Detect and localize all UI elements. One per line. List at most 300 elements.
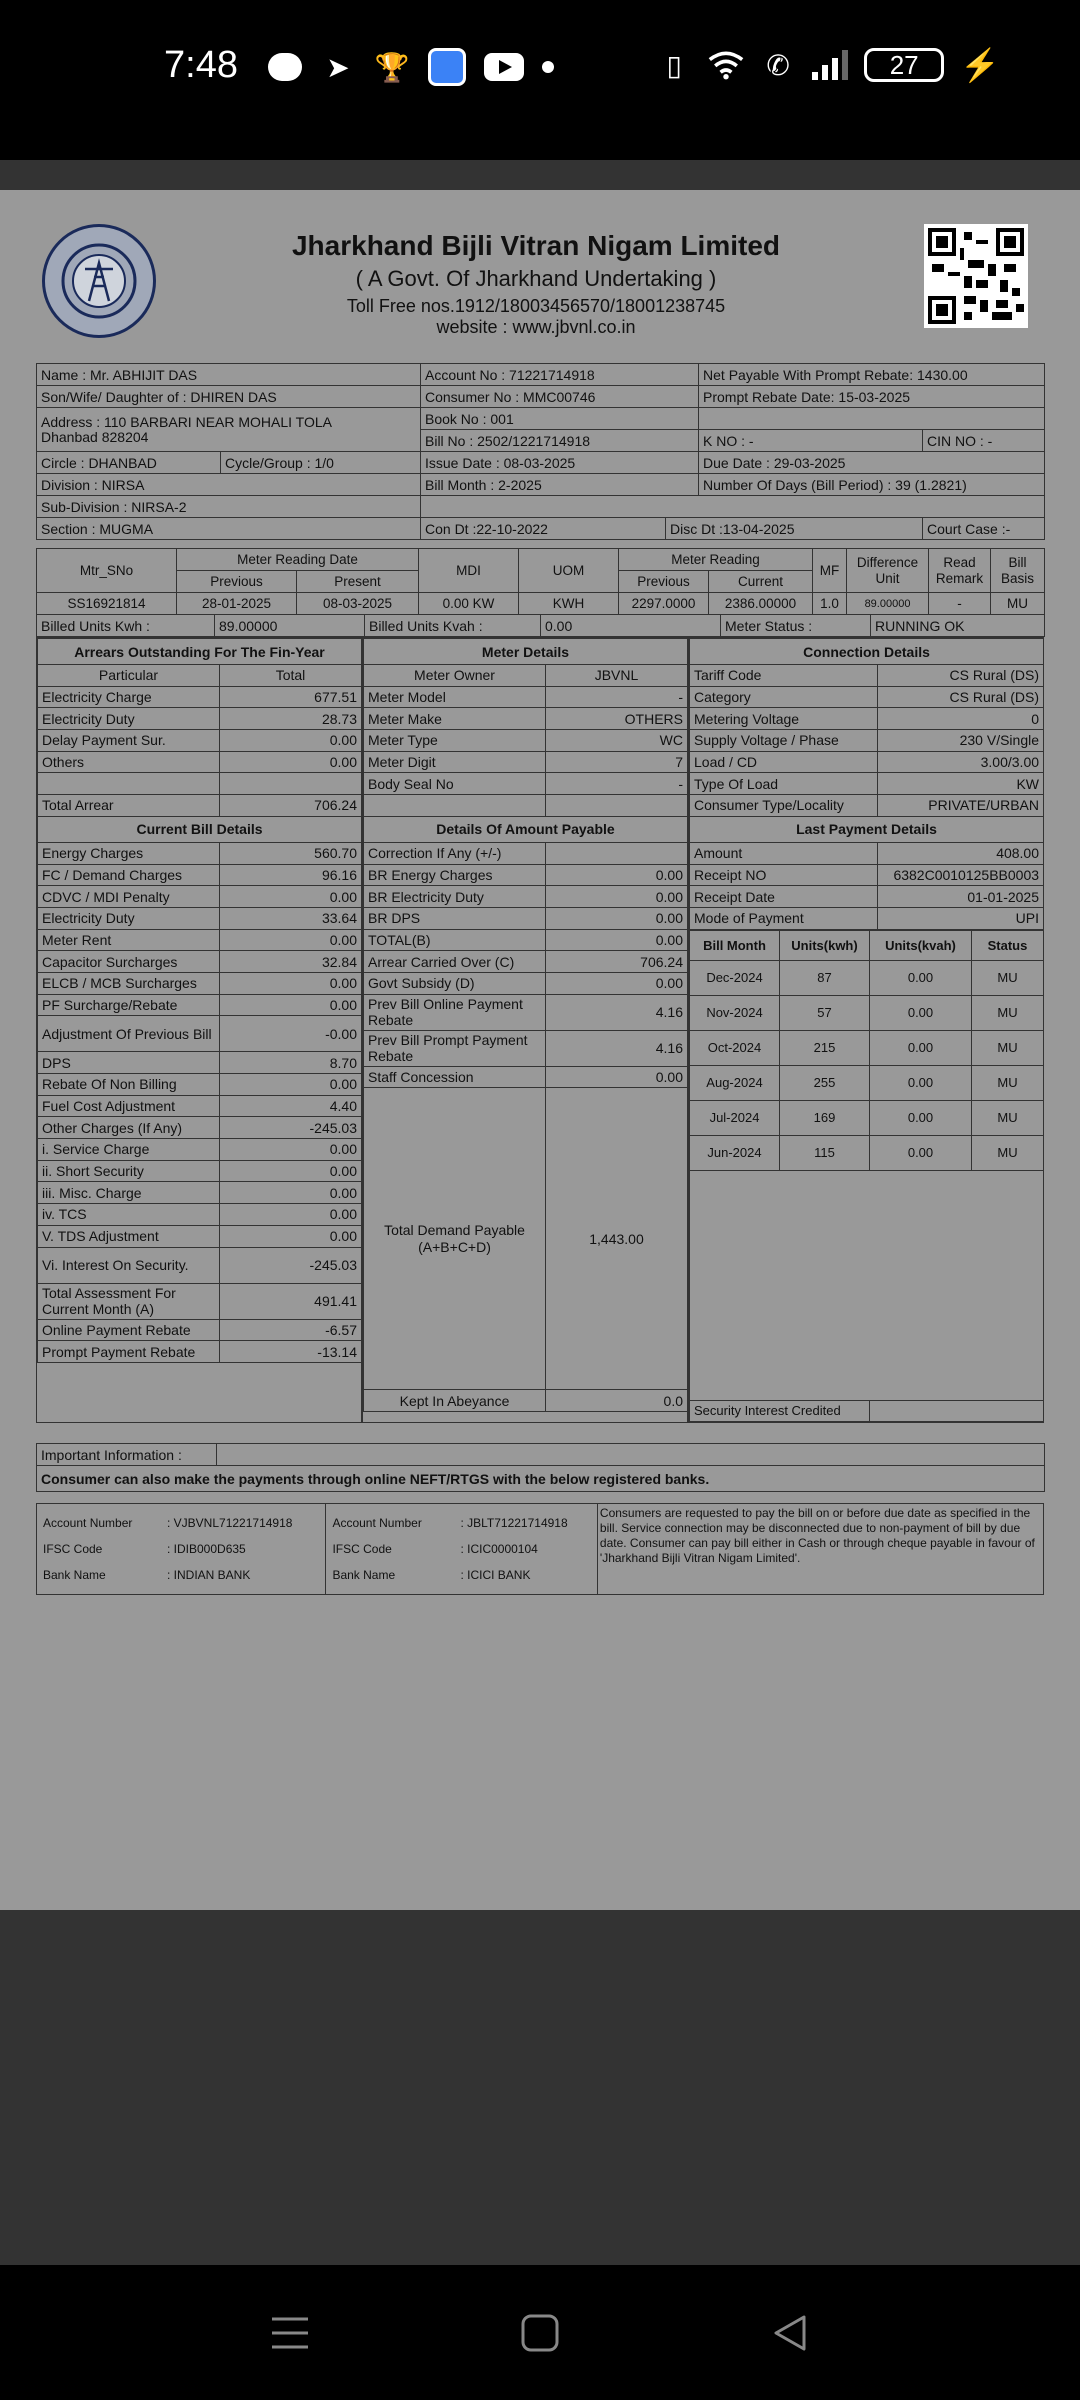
current-bill-row-label: DPS xyxy=(38,1052,220,1074)
current-bill-row-label: CDVC / MDI Penalty xyxy=(38,886,220,908)
history-cell: MU xyxy=(972,1135,1044,1170)
payable-row-label: Prev Bill Prompt Payment Rebate xyxy=(364,1030,546,1066)
payable-row-label: TOTAL(B) xyxy=(364,929,546,951)
history-cell: 87 xyxy=(780,960,870,995)
menu-icon[interactable] xyxy=(260,2303,320,2363)
system-icons xyxy=(656,46,1000,84)
meter-detail-row-value: - xyxy=(546,773,688,795)
arrears-row-value: 677.51 xyxy=(220,686,362,708)
meter-detail-row-label: Meter Make xyxy=(364,708,546,730)
meter-serial-header: Mtr_SNo xyxy=(37,549,177,593)
arrears-row xyxy=(38,795,362,817)
current-bill-row-value: 4.40 xyxy=(220,1095,362,1117)
chat-icon xyxy=(268,53,302,81)
history-cell: 115 xyxy=(780,1135,870,1170)
current-bill-row-label: i. Service Charge xyxy=(38,1139,220,1161)
current-bill-row-value: 32.84 xyxy=(220,951,362,973)
bank-details xyxy=(36,1503,1044,1595)
disconnection-date: Disc Dt :13-04-2025 xyxy=(666,518,923,540)
viewer-top-bar xyxy=(0,160,1080,190)
issue-date: Issue Date : 08-03-2025 xyxy=(421,452,699,474)
connection-and-payment xyxy=(688,637,1044,1423)
connection-row xyxy=(690,708,1044,730)
connection-row-label: Supply Voltage / Phase xyxy=(690,730,878,752)
meter-detail-rows xyxy=(364,686,688,816)
address-line-2: Dhanbad 828204 xyxy=(41,428,149,445)
bill-header xyxy=(36,224,1044,384)
youtube-icon xyxy=(484,53,524,81)
meter-detail-row-value: - xyxy=(546,686,688,708)
details-section xyxy=(36,637,1044,1423)
court-case: Court Case :- xyxy=(923,518,1045,540)
current-bill-row-value: -13.14 xyxy=(220,1341,362,1363)
current-bill-row xyxy=(38,1160,362,1182)
current-bill-row xyxy=(38,1225,362,1247)
arrears-title: Arrears Outstanding For The Fin-Year xyxy=(38,639,362,665)
current-bill-row-value: 560.70 xyxy=(220,842,362,864)
current-bill-rows xyxy=(38,842,362,1362)
payment-row xyxy=(690,842,1044,864)
last-payment-rows xyxy=(690,842,1044,929)
current-bill-row xyxy=(38,1117,362,1139)
due-date: Due Date : 29-03-2025 xyxy=(699,452,1045,474)
meter-detail-row-value: OTHERS xyxy=(546,708,688,730)
current-bill-row-value: 0.00 xyxy=(220,972,362,994)
payable-row-label: Prev Bill Online Payment Rebate xyxy=(364,994,546,1030)
arrears-total-header: Total xyxy=(220,665,362,687)
current-bill-row xyxy=(38,1247,362,1283)
meter-status-value: RUNNING OK xyxy=(871,615,1045,637)
connection-rows xyxy=(690,665,1044,817)
current-bill-row-label: PF Surcharge/Rebate xyxy=(38,994,220,1016)
connection-row-value: CS Rural (DS) xyxy=(878,665,1044,687)
mdi-header: MDI xyxy=(419,549,519,593)
payable-row xyxy=(364,886,688,908)
arrears-row xyxy=(38,751,362,773)
read-remark-header: Read Remark xyxy=(929,549,991,593)
history-row xyxy=(690,995,1044,1030)
payment-row-value: UPI xyxy=(878,907,1044,929)
meter-detail-row xyxy=(364,795,688,817)
payable-row xyxy=(364,907,688,929)
current-bill-row-label: V. TDS Adjustment xyxy=(38,1225,220,1247)
payable-row-label: Arrear Carried Over (C) xyxy=(364,951,546,973)
history-cell: MU xyxy=(972,1065,1044,1100)
bank-name-2: : ICICI BANK xyxy=(460,1568,531,1582)
company-subtitle: ( A Govt. Of Jharkhand Undertaking ) xyxy=(355,266,717,291)
current-bill-row-label: Rebate Of Non Billing xyxy=(38,1074,220,1096)
arrears-and-current-bill xyxy=(36,637,362,1423)
billed-units-row xyxy=(36,614,1045,637)
wifi-icon xyxy=(708,47,744,83)
connection-row xyxy=(690,686,1044,708)
payable-row-label: Govt Subsidy (D) xyxy=(364,972,546,994)
last-payment-title: Last Payment Details xyxy=(690,816,1044,842)
meter-owner-label: Meter Owner xyxy=(364,665,546,687)
meter-detail-row xyxy=(364,708,688,730)
kept-in-abeyance-label: Kept In Abeyance xyxy=(364,1390,546,1412)
current-bill-row-value: -245.03 xyxy=(220,1247,362,1283)
current-bill-row xyxy=(38,1182,362,1204)
payable-row-label: BR DPS xyxy=(364,907,546,929)
history-header-row xyxy=(690,930,1044,960)
current-bill-row-label: Energy Charges xyxy=(38,842,220,864)
current-bill-row-label: Online Payment Rebate xyxy=(38,1319,220,1341)
cycle-group: Cycle/Group : 1/0 xyxy=(221,452,421,474)
connection-title: Connection Details xyxy=(690,639,1044,665)
current-bill-row xyxy=(38,886,362,908)
arrears-row-label: Total Arrear xyxy=(38,795,220,817)
current-bill-row-label: Meter Rent xyxy=(38,929,220,951)
history-cell: 0.00 xyxy=(870,960,972,995)
payment-row-label: Amount xyxy=(690,842,878,864)
current-bill-row-label: Adjustment Of Previous Bill xyxy=(38,1016,220,1052)
payable-row-value: 0.00 xyxy=(546,864,688,886)
current-bill-row-value: -0.00 xyxy=(220,1016,362,1052)
payable-row-label: Correction If Any (+/-) xyxy=(364,842,546,864)
connection-row xyxy=(690,751,1044,773)
current-bill-row-value: 0.00 xyxy=(220,1074,362,1096)
current-bill-row-label: FC / Demand Charges xyxy=(38,864,220,886)
relation: Son/Wife/ Daughter of : DHIREN DAS xyxy=(37,386,421,408)
account-number-2: : JBLT71221714918 xyxy=(460,1516,568,1530)
history-cell: 0.00 xyxy=(870,1100,972,1135)
meter-detail-row-value xyxy=(546,795,688,817)
connection-row-label: Tariff Code xyxy=(690,665,878,687)
net-payable: Net Payable With Prompt Rebate: 1430.00 xyxy=(699,364,1045,386)
amount-payable-title: Details Of Amount Payable xyxy=(364,816,688,842)
payable-row-value: 706.24 xyxy=(546,951,688,973)
current-bill-title: Current Bill Details xyxy=(38,816,362,842)
book-number: Book No : 001 xyxy=(421,408,699,430)
mf-header: MF xyxy=(813,549,847,593)
connection-row-value: 0 xyxy=(878,708,1044,730)
history-row xyxy=(690,1030,1044,1065)
bill-number: Bill No : 2502/1221714918 xyxy=(421,430,699,452)
important-info xyxy=(36,1443,1045,1492)
consumer-info-table xyxy=(36,363,1045,540)
payable-row xyxy=(364,994,688,1030)
current-bill-row-label: iv. TCS xyxy=(38,1204,220,1226)
current-bill-row xyxy=(38,907,362,929)
current-bill-row xyxy=(38,1095,362,1117)
history-row xyxy=(690,1100,1044,1135)
current-bill-row-value: 8.70 xyxy=(220,1052,362,1074)
meter-detail-row xyxy=(364,730,688,752)
total-demand-label: Total Demand Payable (A+B+C+D) xyxy=(364,1088,546,1390)
connection-row xyxy=(690,795,1044,817)
uom-value: KWH xyxy=(519,593,619,615)
viewer-bottom-area xyxy=(0,1910,1080,2265)
history-rows xyxy=(690,960,1044,1170)
payable-row-value: 0.00 xyxy=(546,972,688,994)
history-cell: 57 xyxy=(780,995,870,1030)
more-notifications-icon xyxy=(542,61,554,73)
history-cell: Aug-2024 xyxy=(690,1065,780,1100)
signal-icon xyxy=(812,47,848,83)
current-bill-row-label: Prompt Payment Rebate xyxy=(38,1341,220,1363)
meter-detail-row-value: 7 xyxy=(546,751,688,773)
payable-row xyxy=(364,1030,688,1066)
current-bill-row xyxy=(38,994,362,1016)
meter-status-label: Meter Status : xyxy=(721,615,871,637)
arrears-row xyxy=(38,730,362,752)
current-bill-row xyxy=(38,864,362,886)
company-name: Jharkhand Bijli Vitran Nigam Limited xyxy=(291,230,781,261)
telegram-icon: ➤ xyxy=(326,51,350,83)
reading-date-header: Meter Reading Date xyxy=(177,549,419,571)
history-cell: 215 xyxy=(780,1030,870,1065)
current-bill-row-value: 0.00 xyxy=(220,1225,362,1247)
meter-detail-row-label: Body Seal No xyxy=(364,773,546,795)
history-cell: Oct-2024 xyxy=(690,1030,780,1065)
payable-row-value: 0.00 xyxy=(546,886,688,908)
current-bill-row xyxy=(38,1204,362,1226)
connection-date: Con Dt :22-10-2022 xyxy=(421,518,666,540)
app-icon xyxy=(428,48,466,86)
history-cell: 0.00 xyxy=(870,1135,972,1170)
history-cell: MU xyxy=(972,1100,1044,1135)
meter-detail-row-label: Meter Digit xyxy=(364,751,546,773)
bill-month: Bill Month : 2-2025 xyxy=(421,474,699,496)
arrears-row xyxy=(38,773,362,795)
connection-row-label: Category xyxy=(690,686,878,708)
payable-row xyxy=(364,842,688,864)
website: website : www.jbvnl.co.in xyxy=(436,317,636,337)
consumer-number: Consumer No : MMC00746 xyxy=(421,386,699,408)
meter-detail-row xyxy=(364,686,688,708)
vibrate-icon: ▯ xyxy=(666,49,682,81)
history-cell: 0.00 xyxy=(870,1065,972,1100)
meter-reading-header: Meter Reading xyxy=(619,549,813,571)
meter-and-payable xyxy=(362,637,688,1423)
meter-detail-row-value: WC xyxy=(546,730,688,752)
payable-row xyxy=(364,1066,688,1088)
current-bill-row-value: 491.41 xyxy=(220,1283,362,1319)
prompt-rebate-date: Prompt Rebate Date: 15-03-2025 xyxy=(699,386,1045,408)
payment-row-value: 6382C0010125BB0003 xyxy=(878,864,1044,886)
company-logo xyxy=(42,224,156,338)
back-icon[interactable] xyxy=(760,2303,820,2363)
total-demand-value: 1,443.00 xyxy=(546,1088,688,1390)
payable-row-label: BR Electricity Duty xyxy=(364,886,546,908)
present-date-header: Present xyxy=(297,571,419,593)
cin-number: CIN NO : - xyxy=(923,430,1045,452)
payable-row-value xyxy=(546,842,688,864)
current-bill-row-value: 0.00 xyxy=(220,1139,362,1161)
history-row xyxy=(690,960,1044,995)
division: Division : NIRSA xyxy=(37,474,421,496)
connection-row xyxy=(690,665,1044,687)
payable-row-value: 4.16 xyxy=(546,994,688,1030)
connection-row-value: 3.00/3.00 xyxy=(878,751,1044,773)
arrears-row-value: 706.24 xyxy=(220,795,362,817)
current-bill-row xyxy=(38,929,362,951)
arrears-table xyxy=(37,638,362,1363)
meter-reading-table xyxy=(36,548,1045,615)
history-cell: 255 xyxy=(780,1065,870,1100)
history-cell: Jul-2024 xyxy=(690,1100,780,1135)
payable-row-label: BR Energy Charges xyxy=(364,864,546,886)
bank-indian: Account Number : VJBVNL71221714918 IFSC Code : IDIB000D635 Bank Name : INDIAN BANK xyxy=(37,1504,326,1594)
current-bill-row xyxy=(38,1139,362,1161)
arrears-row-label: Electricity Charge xyxy=(38,686,220,708)
company-info xyxy=(176,224,896,338)
current-bill-row xyxy=(38,1016,362,1052)
security-interest-label: Security Interest Credited xyxy=(690,1400,870,1422)
history-cell: Nov-2024 xyxy=(690,995,780,1030)
arrears-row xyxy=(38,686,362,708)
payment-note: Consumer can also make the payments through online NEFT/RTGS with the below registered banks. xyxy=(37,1466,1045,1492)
connection-row-label: Type Of Load xyxy=(690,773,878,795)
current-bill-row-label: ii. Short Security xyxy=(38,1160,220,1182)
arrears-row-label: Electricity Duty xyxy=(38,708,220,730)
arrears-particular-header: Particular xyxy=(38,665,220,687)
connection-row-value: 230 V/Single xyxy=(878,730,1044,752)
arrears-rows xyxy=(38,686,362,816)
bank-icici: Account Number : JBLT71221714918 IFSC Code : ICIC0000104 Bank Name : ICICI BANK xyxy=(326,1504,597,1594)
ifsc-code-1: : IDIB000D635 xyxy=(167,1542,246,1556)
connection-row-label: Consumer Type/Locality xyxy=(690,795,878,817)
home-icon[interactable] xyxy=(510,2303,570,2363)
history-cell: MU xyxy=(972,960,1044,995)
read-remark-value: - xyxy=(929,593,991,615)
arrears-row-value xyxy=(220,773,362,795)
history-row xyxy=(690,1065,1044,1100)
address xyxy=(37,408,421,452)
payable-row xyxy=(364,972,688,994)
payable-row xyxy=(364,864,688,886)
meter-detail-row xyxy=(364,773,688,795)
billed-kwh-value: 89.00000 xyxy=(215,615,365,637)
previous-date: 28-01-2025 xyxy=(177,593,297,615)
meter-serial: SS16921814 xyxy=(37,593,177,615)
meter-detail-row-label xyxy=(364,795,546,817)
payable-row-value: 4.16 xyxy=(546,1030,688,1066)
bill-document xyxy=(0,190,1080,1910)
trophy-icon: 🏆 xyxy=(374,51,410,83)
current-reading-header: Current xyxy=(709,571,813,593)
bill-basis-header: Bill Basis xyxy=(991,549,1045,593)
account-number: Account No : 71221714918 xyxy=(421,364,699,386)
billed-kvah-label: Billed Units Kvah : xyxy=(365,615,541,637)
current-bill-row-value: 33.64 xyxy=(220,907,362,929)
current-bill-row xyxy=(38,1319,362,1341)
payable-row-value: 0.00 xyxy=(546,1066,688,1088)
bank-name-1: : INDIAN BANK xyxy=(167,1568,251,1582)
amount-payable-rows xyxy=(364,842,688,1088)
current-bill-row xyxy=(38,1341,362,1363)
mdi-value: 0.00 KW xyxy=(419,593,519,615)
meter-detail-row-label: Meter Type xyxy=(364,730,546,752)
current-bill-row-label: ELCB / MCB Surcharges xyxy=(38,972,220,994)
previous-date-header: Previous xyxy=(177,571,297,593)
current-bill-row-value: -6.57 xyxy=(220,1319,362,1341)
battery-icon: 27 xyxy=(864,48,944,82)
history-column-header: Status xyxy=(972,930,1044,960)
current-bill-row-value: 96.16 xyxy=(220,864,362,886)
connection-row-value: PRIVATE/URBAN xyxy=(878,795,1044,817)
payable-row xyxy=(364,951,688,973)
billed-kwh-label: Billed Units Kwh : xyxy=(37,615,215,637)
current-bill-row xyxy=(38,951,362,973)
meter-detail-row xyxy=(364,751,688,773)
connection-row-value: KW xyxy=(878,773,1044,795)
account-number-1: : VJBVNL71221714918 xyxy=(167,1516,293,1530)
previous-reading-header: Previous xyxy=(619,571,709,593)
current-bill-row-label: Vi. Interest On Security. xyxy=(38,1247,220,1283)
call-icon: ✆ xyxy=(766,49,790,81)
present-date: 08-03-2025 xyxy=(297,593,419,615)
connection-row-value: CS Rural (DS) xyxy=(878,686,1044,708)
navigation-bar xyxy=(0,2265,1080,2400)
history-row xyxy=(690,1135,1044,1170)
toll-free-numbers: Toll Free nos.1912/18003456570/18001238745 xyxy=(346,296,726,316)
history-cell: 0.00 xyxy=(870,1030,972,1065)
current-bill-row-label: Capacitor Surcharges xyxy=(38,951,220,973)
payment-row xyxy=(690,864,1044,886)
current-bill-row-value: 0.00 xyxy=(220,1204,362,1226)
arrears-row-value: 0.00 xyxy=(220,730,362,752)
status-bar xyxy=(0,0,1080,160)
arrears-row-label xyxy=(38,773,220,795)
current-bill-row-value: 0.00 xyxy=(220,929,362,951)
connection-row-label: Load / CD xyxy=(690,751,878,773)
payable-row-value: 0.00 xyxy=(546,929,688,951)
meter-detail-row-label: Meter Model xyxy=(364,686,546,708)
current-reading: 2386.00000 xyxy=(709,593,813,615)
arrears-row-label: Delay Payment Sur. xyxy=(38,730,220,752)
current-bill-row xyxy=(38,1283,362,1319)
history-cell: Jun-2024 xyxy=(690,1135,780,1170)
current-bill-row xyxy=(38,842,362,864)
current-bill-row-label: Electricity Duty xyxy=(38,907,220,929)
meter-details-title: Meter Details xyxy=(364,639,688,665)
connection-row-label: Metering Voltage xyxy=(690,708,878,730)
current-bill-row-label: Fuel Cost Adjustment xyxy=(38,1095,220,1117)
difference-value: 89.00000 xyxy=(847,593,929,615)
payable-row xyxy=(364,929,688,951)
important-info-label: Important Information : xyxy=(37,1444,217,1466)
clock: 7:48 xyxy=(164,44,238,86)
arrears-row xyxy=(38,708,362,730)
history-cell: 0.00 xyxy=(870,995,972,1030)
uom-header: UOM xyxy=(519,549,619,593)
section: Section : MUGMA xyxy=(37,518,421,540)
history-cell: 169 xyxy=(780,1100,870,1135)
payment-terms-note: Consumers are requested to pay the bill on or before due date as specified in the bill. Service connection may be disconnected due to non-payment of bill by due date. Consumer can pay bill either in Cash or through cheque payable in favour of 'Jharkhand Bijli Vitran Nigam Limited'. xyxy=(599,1506,1035,1565)
consumption-history-table xyxy=(689,930,1044,1423)
connection-row xyxy=(690,773,1044,795)
difference-header: Difference Unit xyxy=(847,549,929,593)
history-cell: MU xyxy=(972,995,1044,1030)
history-column-header: Units(kwh) xyxy=(780,930,870,960)
notification-icons xyxy=(268,48,554,86)
payment-row-value: 408.00 xyxy=(878,842,1044,864)
arrears-row-label: Others xyxy=(38,751,220,773)
billed-kvah-value: 0.00 xyxy=(541,615,721,637)
meter-owner-value: JBVNL xyxy=(546,665,688,687)
mf-value: 1.0 xyxy=(813,593,847,615)
bill-basis-value: MU xyxy=(991,593,1045,615)
current-bill-row-value: 0.00 xyxy=(220,994,362,1016)
bill-period-days: Number Of Days (Bill Period) : 39 (1.2821) xyxy=(699,474,1045,496)
current-bill-row xyxy=(38,1052,362,1074)
payment-row-label: Mode of Payment xyxy=(690,907,878,929)
arrears-row-value: 0.00 xyxy=(220,751,362,773)
meter-details-table xyxy=(363,638,688,1412)
circle: Circle : DHANBAD xyxy=(37,452,221,474)
